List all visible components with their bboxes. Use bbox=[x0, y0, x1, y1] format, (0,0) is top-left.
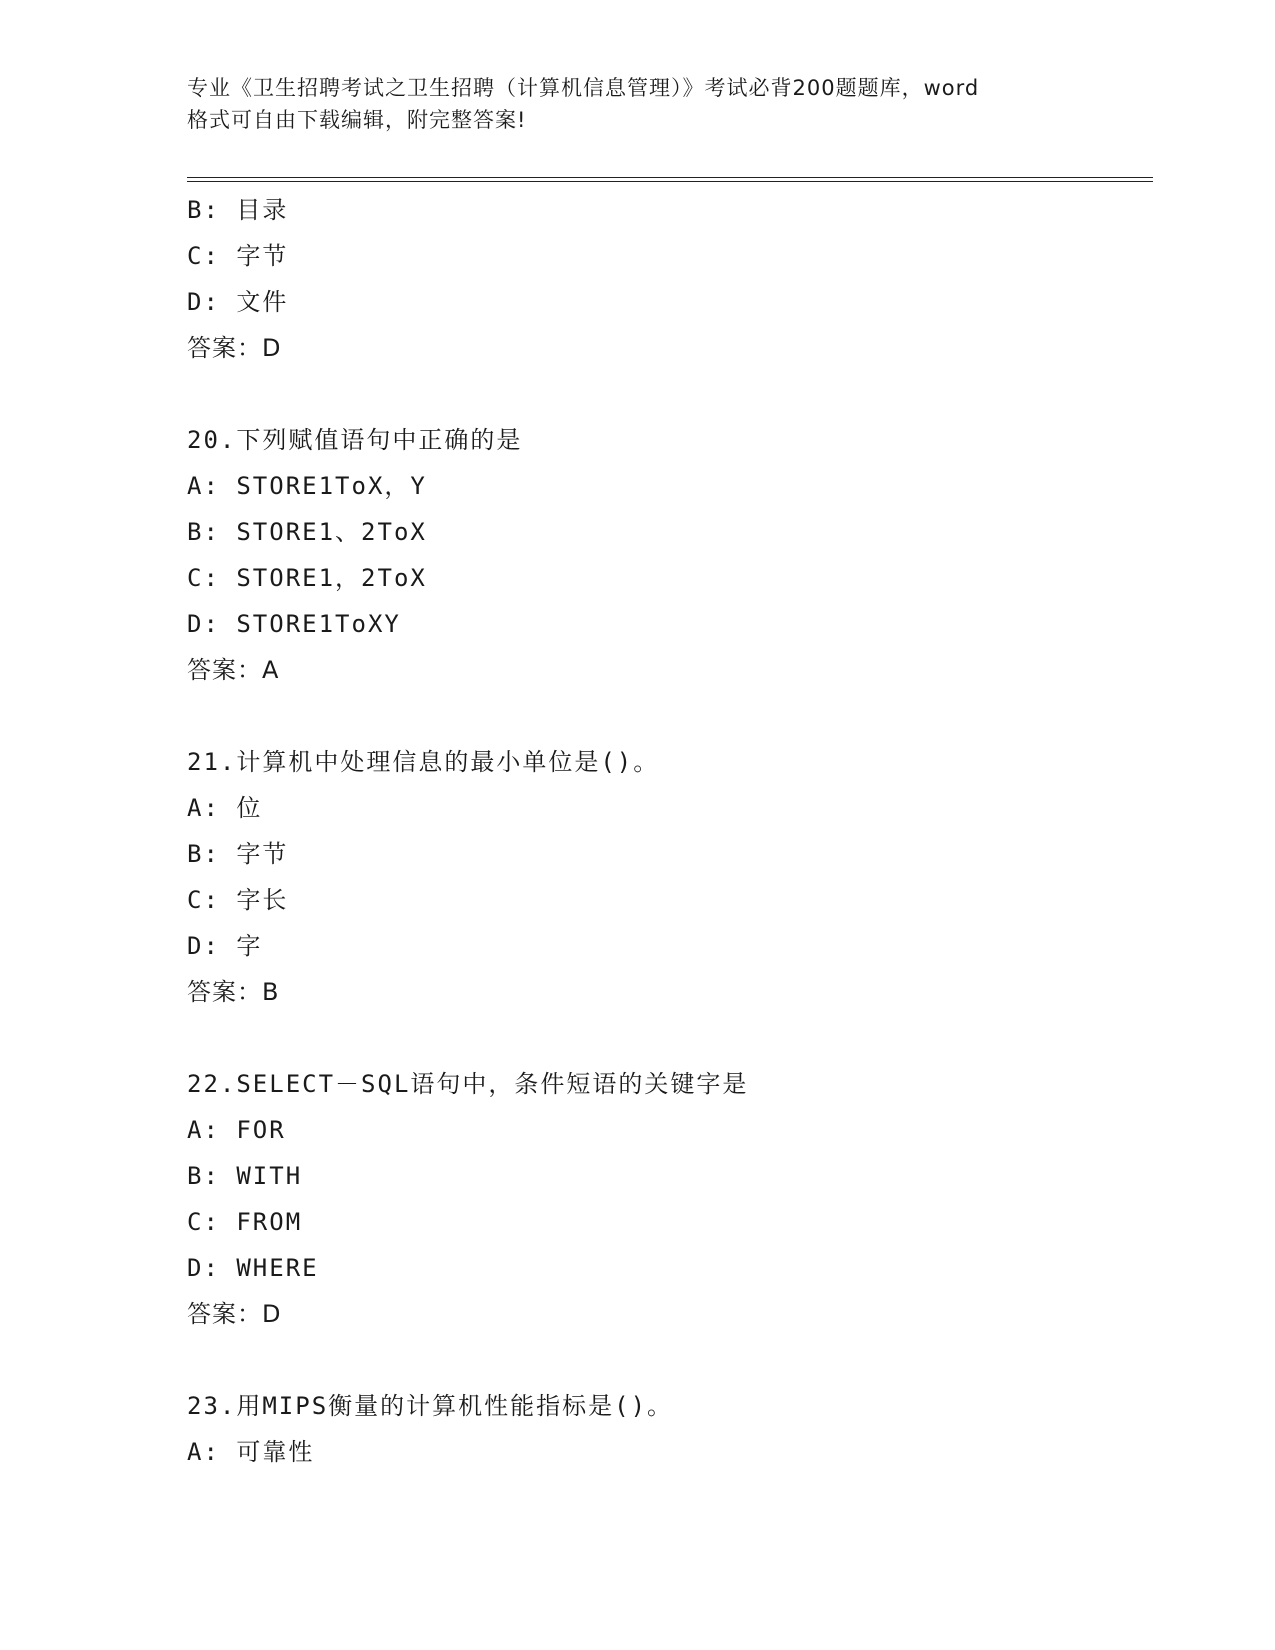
question-22 bbox=[187, 1061, 1153, 1337]
answer-line: 答案：B bbox=[187, 978, 280, 1006]
header-line-2: 格式可自由下载编辑，附完整答案! bbox=[187, 108, 527, 132]
spacer bbox=[187, 371, 1153, 417]
question-continuation bbox=[187, 187, 1153, 371]
header-rule-top bbox=[187, 177, 1153, 178]
option-b: B: WITH bbox=[187, 1162, 303, 1190]
option-a: A: STORE1ToX，Y bbox=[187, 472, 427, 500]
document-header bbox=[187, 72, 1087, 136]
option-d: D: 字 bbox=[187, 932, 263, 960]
option-c: C: FROM bbox=[187, 1208, 303, 1236]
spacer bbox=[187, 1337, 1153, 1383]
option-b: B: 字节 bbox=[187, 840, 289, 868]
option-c: C: STORE1，2ToX bbox=[187, 564, 427, 592]
answer-line: 答案：D bbox=[187, 1300, 282, 1328]
question-21 bbox=[187, 739, 1153, 1015]
spacer bbox=[187, 1015, 1153, 1061]
option-d: D: STORE1ToXY bbox=[187, 610, 401, 638]
spacer bbox=[187, 693, 1153, 739]
header-rule-bottom bbox=[187, 181, 1153, 182]
option-c: C: 字长 bbox=[187, 886, 289, 914]
question-stem: 21.计算机中处理信息的最小单位是()。 bbox=[187, 748, 660, 776]
question-stem: 22.SELECT－SQL语句中，条件短语的关键字是 bbox=[187, 1070, 749, 1098]
option-b: B: 目录 bbox=[187, 196, 289, 224]
option-c: C: 字节 bbox=[187, 242, 289, 270]
header-line-1: 专业《卫生招聘考试之卫生招聘（计算机信息管理）》考试必背200题题库，word bbox=[187, 76, 980, 100]
option-d: D: 文件 bbox=[187, 288, 289, 316]
answer-line: 答案：D bbox=[187, 334, 282, 362]
question-stem: 23.用MIPS衡量的计算机性能指标是()。 bbox=[187, 1392, 674, 1420]
option-a: A: 位 bbox=[187, 794, 263, 822]
question-20 bbox=[187, 417, 1153, 693]
question-stem: 20.下列赋值语句中正确的是 bbox=[187, 426, 523, 454]
option-b: B: STORE1、2ToX bbox=[187, 518, 427, 546]
option-a: A: 可靠性 bbox=[187, 1438, 315, 1466]
option-d: D: WHERE bbox=[187, 1254, 319, 1282]
question-23 bbox=[187, 1383, 1153, 1475]
question-list bbox=[187, 187, 1153, 1475]
option-a: A: FOR bbox=[187, 1116, 286, 1144]
answer-line: 答案：A bbox=[187, 656, 280, 684]
